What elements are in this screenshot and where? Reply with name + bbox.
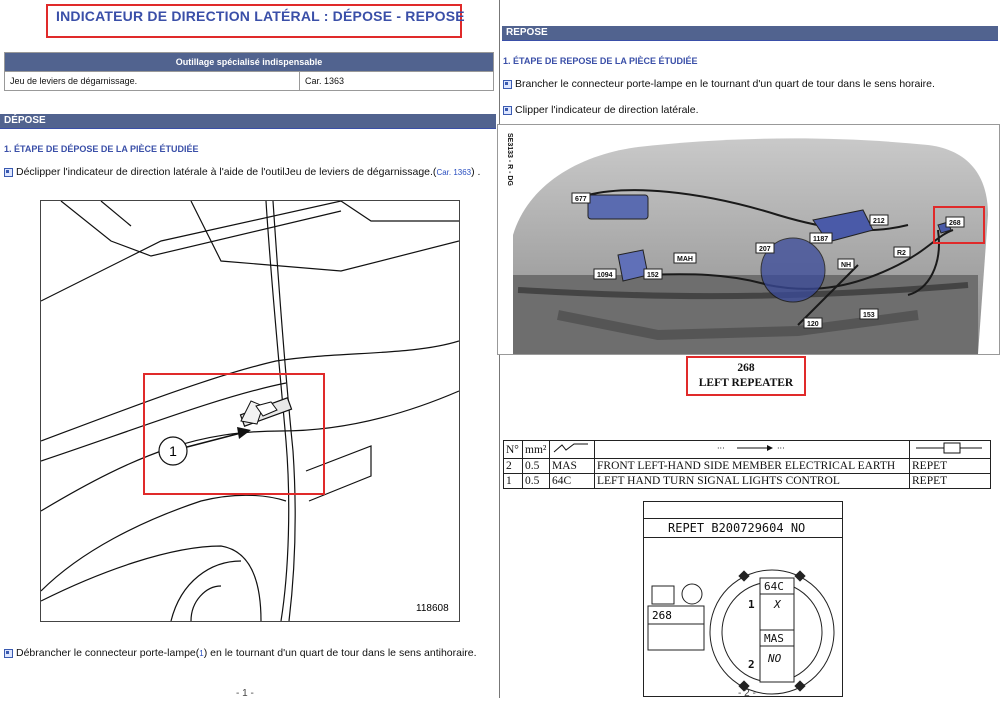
repose-instruction-2 — [503, 104, 699, 116]
label-r2 — [894, 247, 910, 257]
instruction-text: Déclipper l'indicateur de direction latérale à l'aide de l'outilJeu de leviers de dégarnissage.( — [16, 166, 437, 178]
header-section: mm² — [523, 441, 550, 459]
pin1-code: 64C — [764, 580, 784, 593]
table-row — [504, 459, 991, 474]
component-number: 268 — [737, 362, 755, 374]
repose-instruction-1 — [503, 78, 935, 90]
svg-text:207: 207 — [759, 246, 771, 253]
wire-zigzag-icon — [552, 442, 590, 454]
svg-text:MAH: MAH — [677, 256, 693, 263]
svg-text:···: ··· — [717, 444, 725, 453]
header-connector-icon — [910, 441, 991, 459]
bullet-icon — [503, 106, 512, 115]
svg-text:153: 153 — [863, 312, 875, 319]
svg-text:1187: 1187 — [813, 236, 829, 243]
component-677-shape — [588, 195, 648, 219]
label-152 — [644, 269, 662, 279]
pin1-number: 1 — [748, 598, 755, 611]
svg-text:677: 677 — [575, 196, 587, 203]
label-mah — [674, 253, 696, 263]
engine-bay-wiring-image — [498, 125, 999, 354]
wire-section: 0.5 — [523, 459, 550, 474]
label-1094 — [594, 269, 616, 279]
label-153 — [860, 309, 878, 319]
depose-instruction-1 — [4, 166, 480, 178]
wire-description: FRONT LEFT-HAND SIDE MEMBER ELECTRICAL EARTH — [595, 459, 910, 474]
connector-symbol-icon — [912, 441, 986, 455]
instruction-suffix: ) . — [471, 166, 481, 178]
wire-table-header — [504, 441, 991, 459]
page-number-right: - 2 - — [738, 688, 756, 699]
depose-section — [0, 114, 496, 129]
tool-ref-cell: Car. 1363 — [300, 72, 494, 91]
repose-section — [502, 26, 998, 41]
page-number-left: - 1 - — [236, 688, 254, 699]
svg-text:268: 268 — [949, 220, 961, 227]
callout-number: 1 — [169, 443, 177, 459]
wire-number: 2 — [504, 459, 523, 474]
connector-title: REPET B200729604 NO — [644, 519, 842, 538]
bullet-icon — [503, 80, 512, 89]
depose-instruction-2 — [4, 647, 477, 659]
header-route-icon — [595, 441, 910, 459]
section-rule — [0, 128, 496, 129]
svg-text:NH: NH — [841, 262, 852, 269]
tool-reference-link[interactable]: Car. 1363 — [436, 168, 472, 177]
depose-step-title: 1. ÉTAPE DE DÉPOSE DE LA PIÈCE ÉTUDIÉE — [4, 144, 199, 154]
component-label-box — [686, 356, 806, 396]
label-1187 — [810, 233, 832, 243]
svg-text:212: 212 — [873, 218, 885, 225]
section-rule — [502, 40, 998, 41]
label-120 — [804, 318, 822, 328]
svg-text:R2: R2 — [897, 250, 906, 257]
label-207 — [756, 243, 774, 253]
wire-connector: REPET — [910, 474, 991, 489]
page-title: INDICATEUR DE DIRECTION LATÉRAL : DÉPOSE - REPOSE — [56, 8, 465, 24]
component-name: LEFT REPEATER — [698, 377, 794, 389]
pin2-code: MAS — [764, 632, 784, 645]
wire-connector: REPET — [910, 459, 991, 474]
wire-section: 0.5 — [523, 474, 550, 489]
tool-name-cell: Jeu de leviers de dégarnissage. — [5, 72, 300, 91]
instruction-text-end: ) en le tournant d'un quart de tour dans le sens antihoraire. — [203, 647, 477, 659]
callout-reference: 1 — [199, 649, 204, 658]
figure-number: 118608 — [416, 603, 449, 614]
connector-card — [643, 501, 843, 697]
svg-text:152: 152 — [647, 272, 659, 279]
instruction-text: Clipper l'indicateur de direction latérale. — [515, 104, 699, 116]
pin2-sub: NO — [768, 652, 782, 665]
wiring-figure — [497, 124, 1000, 355]
wire-description: LEFT HAND TURN SIGNAL LIGHTS CONTROL — [595, 474, 910, 489]
connector-pinout-drawing — [644, 538, 842, 698]
header-wire-icon — [550, 441, 595, 459]
table-row — [5, 72, 494, 91]
header-number: N° — [504, 441, 523, 459]
figure-side-code: SE3133 - R - DG — [506, 133, 513, 186]
wire-number: 1 — [504, 474, 523, 489]
label-677 — [572, 193, 590, 203]
bullet-icon — [4, 649, 13, 658]
section-header-repose: REPOSE — [502, 26, 998, 40]
connector-card-top — [644, 502, 842, 519]
instruction-text: Débrancher le connecteur porte-lampe( — [16, 647, 200, 659]
instruction-text: Brancher le connecteur porte-lampe en le tournant d'un quart de tour dans le sens horaire. — [515, 78, 935, 90]
repose-step-title: 1. ÉTAPE DE REPOSE DE LA PIÈCE ÉTUDIÉE — [503, 56, 698, 66]
wire-code: 64C — [550, 474, 595, 489]
connector-ref: 268 — [652, 609, 672, 622]
part-highlight-box — [143, 373, 325, 495]
svg-text:···: ··· — [777, 444, 785, 453]
svg-text:120: 120 — [807, 321, 819, 328]
table-row — [504, 474, 991, 489]
pin1-sub: X — [774, 598, 781, 611]
section-header-depose: DÉPOSE — [0, 114, 496, 128]
wire-code: MAS — [550, 459, 595, 474]
wire-table — [503, 440, 991, 489]
tool-table — [4, 52, 494, 91]
route-arrow-icon — [597, 442, 897, 454]
connector-highlight-box — [933, 206, 985, 244]
svg-text:1094: 1094 — [597, 272, 613, 279]
pin2-number: 2 — [748, 658, 755, 671]
label-212 — [870, 215, 888, 225]
tool-table-header: Outillage spécialisé indispensable — [5, 53, 494, 72]
bullet-icon — [4, 168, 13, 177]
label-nh — [838, 259, 854, 269]
